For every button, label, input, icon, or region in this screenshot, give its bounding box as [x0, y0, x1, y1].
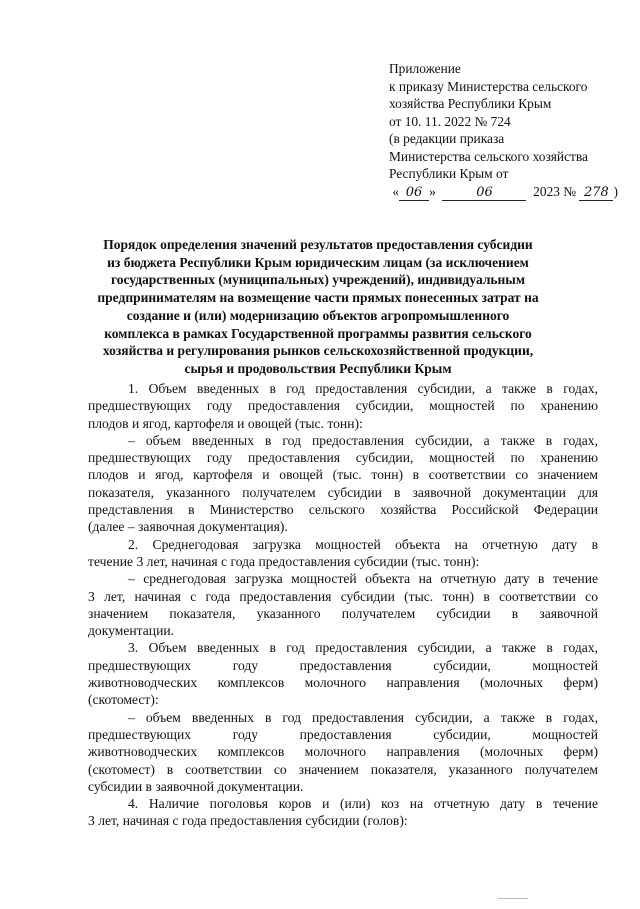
- appendix-header: [389, 60, 634, 201]
- appendix-line: Республики Крым от: [389, 166, 509, 181]
- text-line: (далее – заявочная документация).: [88, 519, 288, 535]
- handwritten-order-number: 278: [579, 186, 613, 201]
- text-line: – объем введенных в год предоставления субсидии, а также в годах,: [128, 432, 598, 448]
- text-line: – среднегодовая загрузка мощностей объекта на отчетную дату в течение: [128, 571, 598, 587]
- date-close-quote: »: [429, 183, 436, 199]
- text-line: предшествующих году предоставления субсидии, мощностей: [88, 726, 598, 742]
- year-and-number-label: 2023 №: [533, 183, 577, 199]
- text-line: течение 3 лет, начиная с года предоставления субсидии (тыс. тонн):: [88, 553, 480, 569]
- text-line: 1. Объем введенных в год предоставления субсидии, а также в годах,: [128, 381, 598, 396]
- text-line: 4. Наличие поголовья коров и (или) коз на отчетную дату в течение: [128, 796, 598, 812]
- text-line: документации.: [88, 623, 175, 639]
- text-line: предшествующих году предоставления субсидии, мощностей: [88, 657, 598, 673]
- appendix-line: от 10. 11. 2022 № 724: [389, 113, 511, 129]
- document-title: [88, 236, 548, 378]
- title-line: создание и (или) модернизацию объектов агропромышленного: [126, 307, 510, 323]
- appendix-line: к приказу Министерства сельского: [389, 78, 588, 94]
- title-line: государственных (муниципальных) учреждений), индивидуальным: [110, 272, 526, 288]
- text-line: плодов и ягод, картофеля и овощей (тыс. тонн) в соответствии со значением: [88, 467, 598, 483]
- title-line: комплекса в рамках Государственной программы развития сельского: [104, 325, 532, 341]
- handwritten-month: 06: [442, 186, 526, 201]
- text-line: 3. Объем введенных в год предоставления субсидии, а также в годах,: [128, 640, 598, 656]
- appendix-line: (в редакции приказа: [389, 131, 505, 146]
- text-line: показателя, указанного получателем субсидии в заявочной документации для: [88, 484, 598, 500]
- paragraph-3: [88, 639, 598, 708]
- text-line: плодов и ягод, картофеля и овощей (тыс. тонн):: [88, 415, 363, 431]
- paragraph-2: [88, 536, 598, 571]
- text-line: субсидии в заявочной документации.: [88, 778, 304, 794]
- text-line: (скотомест) в соответствии со значением показателя, указанного получателем: [88, 761, 598, 777]
- paragraph-1-detail: [88, 432, 598, 536]
- text-line: (скотомест):: [88, 692, 159, 708]
- appendix-line: хозяйства Республики Крым: [389, 96, 552, 111]
- title-line: Порядок определения значений результатов предоставления субсидии: [103, 237, 533, 252]
- paragraph-4: [88, 795, 598, 830]
- text-line: животноводческих комплексов молочного направления (молочных ферм): [88, 675, 598, 691]
- paragraph-2-detail: [88, 570, 598, 639]
- text-line: 2. Среднегодовая загрузка мощностей объекта на отчетную дату в: [128, 536, 598, 552]
- amendment-date-line: [389, 183, 634, 201]
- text-line: 3 лет, начиная с года предоставления субсидии (тыс. тонн) в соответствии со: [88, 588, 598, 604]
- scan-artifact: [498, 898, 528, 899]
- title-line: хозяйства и регулирования рынков сельскохозяйственной продукции,: [102, 343, 534, 359]
- closing-paren: ): [613, 183, 618, 199]
- date-open-quote: «: [392, 183, 400, 199]
- text-line: предшествующих году предоставления субсидии, мощностей по хранению: [88, 450, 598, 466]
- handwritten-day: 06: [399, 186, 429, 201]
- paragraph-1: [88, 380, 598, 432]
- title-line: сырья и продовольствия Республики Крым: [184, 360, 452, 376]
- text-line: значением показателя, указанного получателем субсидии в заявочной: [88, 605, 598, 621]
- text-line: 3 лет, начиная с года предоставления субсидии (голов):: [88, 813, 408, 829]
- text-line: животноводческих комплексов молочного направления (молочных ферм): [88, 744, 598, 760]
- appendix-line: Министерства сельского хозяйства: [389, 148, 588, 164]
- title-line: из бюджета Республики Крым юридическим лицам (за исключением: [107, 254, 529, 270]
- text-line: – объем введенных в год предоставления субсидии, а также в годах,: [128, 709, 598, 725]
- text-line: представления в Министерство сельского хозяйства Российской Федерации: [88, 502, 598, 518]
- text-line: предшествующих году предоставления субсидии, мощностей по хранению: [88, 398, 598, 414]
- title-line: предпринимателям на возмещение части прямых понесенных затрат на: [97, 290, 539, 306]
- appendix-line: Приложение: [389, 61, 461, 76]
- document-body: [88, 380, 598, 830]
- paragraph-3-detail: [88, 709, 598, 795]
